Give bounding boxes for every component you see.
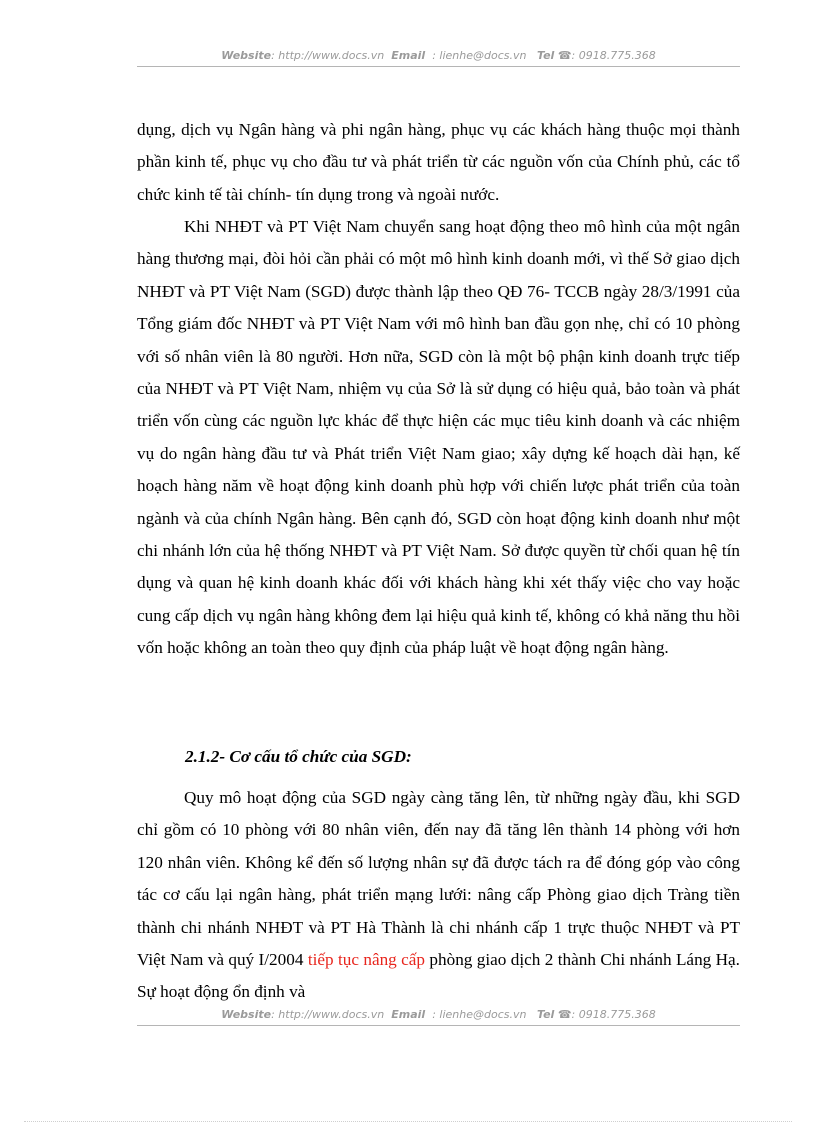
paragraph-3-text-start: Quy mô hoạt động của SGD ngày càng tăng lên, từ những ngày đầu, khi SGD chỉ gồm có 10 phòng với 80 nhân viên, đến nay đã tăng lên thành 14 phòng với hơn 120 nhân viên. Không kể đến số lượng nhân sự đã được tách ra để đóng góp vào công tác cơ cấu lại ngân hàng, phát triển mạng lưới: nâng cấp Phòng giao dịch Tràng tiền thành chi nhánh NHĐT và PT Hà Thành là chi nhánh cấp 1 trực thuộc NHĐT và PT Việt Nam và quý I/2004 [137,788,740,970]
paragraph-1: dụng, dịch vụ Ngân hàng và phi ngân hàng, phục vụ các khách hàng thuộc mọi thành phần kinh tế, phục vụ cho đầu tư và phát triển từ các nguồn vốn của Chính phủ, các tổ chức kinh tế tài chính- tín dụng trong và ngoài nước. [137,120,740,204]
paragraph-2: Khi NHĐT và PT Việt Nam chuyển sang hoạt động theo mô hình của một ngân hàng thương mại, đòi hỏi cần phải có một mô hình kinh doanh mới, vì thế Sở giao dịch NHĐT và PT Việt Nam (SGD) được thành lập theo QĐ 76- TCCB ngày 28/3/1991 của Tổng giám đốc NHĐT và PT Việt Nam với mô hình ban đầu gọn nhẹ, chỉ có 10 phòng với số nhân viên là 80 người. Hơn nữa, SGD còn là một bộ phận kinh doanh trực tiếp của NHĐT và PT Việt Nam, nhiệm vụ của Sở là sử dụng có hiệu quả, bảo toàn và phát triển vốn cùng các nguồn lực khác để thực hiện các mục tiêu kinh doanh và các nhiệm vụ do ngân hàng đầu tư và Phát triển Việt Nam giao; xây dựng kế hoạch dài hạn, kế hoạch hàng năm về hoạt động kinh doanh phù hợp với chiến lược phát triển của toàn ngành và của chính Ngân hàng. Bên cạnh đó, SGD còn hoạt động kinh doanh như một chi nhánh lớn của hệ thống NHĐT và PT Việt Nam. Sở được quyền từ chối quan hệ tín dụng và quan hệ kinh doanh khác đối với khách hàng khi xét thấy việc cho vay hoặc cung cấp dịch vụ ngân hàng không đem lại hiệu quả kinh tế, không có khả năng thu hồi vốn hoặc không an toàn theo quy định của pháp luật về hoạt động ngân hàng. [137,217,740,658]
phone-icon: ☎ [557,1008,572,1021]
website-value[interactable]: : http://www.docs.vn [271,49,385,62]
page-header [137,49,740,62]
website-label: Website [221,49,272,62]
email-label: Email [391,1008,426,1021]
email-label: Email [391,49,426,62]
email-value[interactable]: : lienhe@docs.vn [432,1008,527,1021]
document-body-top [137,114,740,211]
section-heading: 2.1.2- Cơ cấu tổ chức của SGD: [185,747,412,766]
email-value[interactable]: : lienhe@docs.vn [432,49,527,62]
paragraph-3-text-end: phòng giao dịch 2 thành Chi nhánh Láng Hạ. Sự hoạt động ổn định và [137,950,740,1002]
tel-value: : 0918.775.368 [571,49,656,62]
tel-label: Tel [536,49,555,62]
paragraph-3 [137,782,740,1009]
document-body-bottom [137,782,740,1009]
page-boundary [24,1121,792,1122]
tel-label: Tel [536,1008,555,1021]
website-value[interactable]: : http://www.docs.vn [271,1008,385,1021]
page-footer [137,1008,740,1021]
highlighted-text: tiếp tục nâng cấp [307,950,426,970]
tel-value: : 0918.775.368 [571,1008,656,1021]
phone-icon: ☎ [557,49,572,62]
header-divider [137,66,740,67]
website-label: Website [221,1008,272,1021]
document-body-middle [137,211,740,665]
footer-divider [137,1025,740,1026]
